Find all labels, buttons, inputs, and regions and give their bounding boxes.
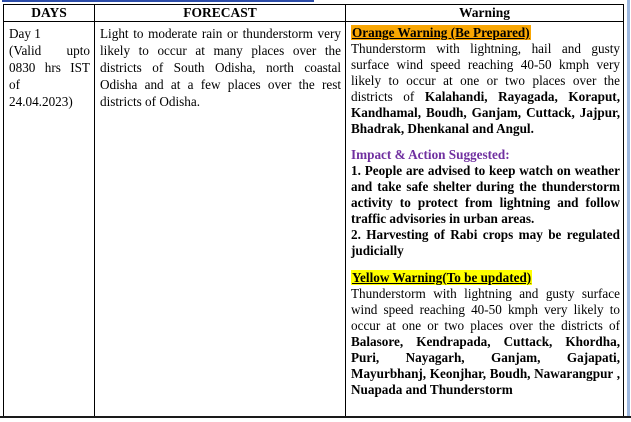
bottom-border-line <box>0 416 631 418</box>
impact-item-1: 1. People are advised to keep watch on weather and take safe shelter during the thunderstorm activity to protect from lightning and follow traffic advisories in urban areas. <box>351 163 620 226</box>
days-cell <box>4 22 95 422</box>
page-right-border <box>627 0 630 422</box>
orange-warning-heading-text: Orange Warning (Be Prepared) <box>352 25 530 40</box>
orange-warning-lead-text: Thunderstorm with lightning, hail and gusty surface wind speed reaching 40-50 kmph very likely to occur at one or two places over the districts of <box>351 41 620 104</box>
days-line-2: (Valid upto <box>9 43 90 58</box>
column-header-days: DAYS <box>4 5 95 22</box>
table-row-day1 <box>4 22 624 422</box>
forecast-warning-table <box>3 4 624 422</box>
days-line-3: 0830 hrs IST <box>9 60 90 75</box>
bottom-whitespace <box>0 418 631 422</box>
table-header-row <box>4 5 624 22</box>
yellow-warning-heading-text: Yellow Warning(To be updated) <box>352 270 532 285</box>
yellow-warning-districts: Balasore, Kendrapada, Cuttack, Khordha, Puri, Nayagarh, Ganjam, Gajapati, Mayurbhanj, Keonjhar, Boudh, Nawarangpur , Nuapada and Thunderstorm <box>351 334 620 397</box>
warning-cell <box>346 22 624 422</box>
days-line-4: of <box>9 77 20 92</box>
orange-warning-districts: Kalahandi, Rayagada, Koraput, Kandhamal, Boudh, Ganjam, Cuttack, Jajpur, Bhadrak, Dhenkanal and Angul. <box>351 89 620 136</box>
impact-item-2: 2. Harvesting of Rabi crops may be regulated judicially <box>351 227 620 258</box>
yellow-warning-lead-text: Thunderstorm with lightning and gusty surface wind speed reaching 40-50 kmph very likely to occur at one or two places over the districts of <box>351 286 620 333</box>
hyperlink-underline-fragment <box>2 0 314 2</box>
forecast-text: Light to moderate rain or thunderstorm very likely to occur at many places over the districts of South Odisha, north coastal Odisha and at a few places over the rest districts of Odisha. <box>100 26 341 109</box>
yellow-warning-heading <box>351 270 620 286</box>
days-line-5: 24.04.2023) <box>9 94 73 109</box>
days-line-1: Day 1 <box>9 26 41 41</box>
column-header-warning: Warning <box>346 5 624 22</box>
impact-action-heading: Impact & Action Suggested: <box>351 147 510 162</box>
column-header-forecast: FORECAST <box>95 5 346 22</box>
forecast-cell <box>95 22 346 422</box>
yellow-warning-body <box>351 286 620 398</box>
orange-warning-body <box>351 41 620 137</box>
orange-warning-heading <box>351 25 620 41</box>
